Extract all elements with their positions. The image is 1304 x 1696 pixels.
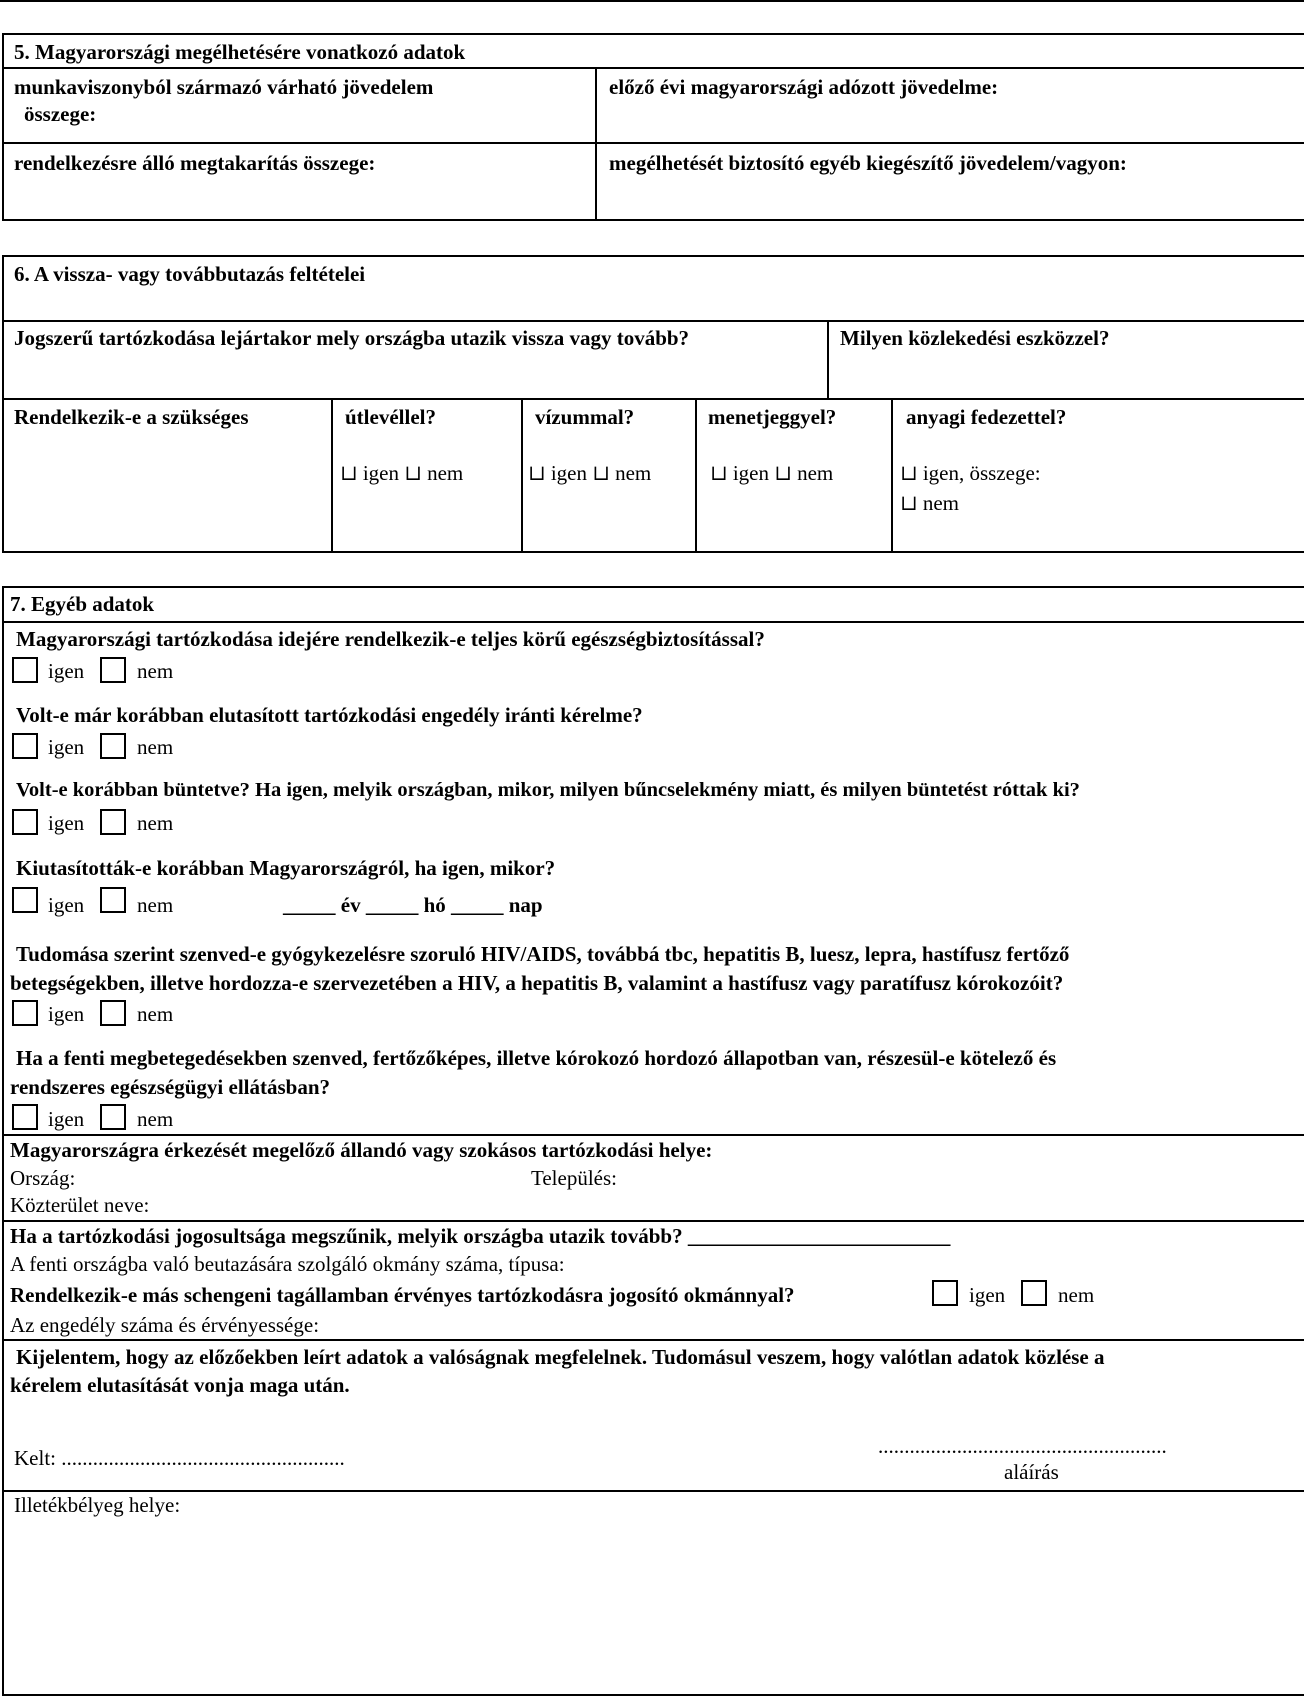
divider: [521, 398, 523, 551]
divider: [2, 320, 1304, 322]
yes-label: igen: [48, 1002, 85, 1026]
signature-label: aláírás: [1004, 1460, 1059, 1484]
ticket-options[interactable]: ⊔ igen ⊔ nem: [710, 461, 834, 485]
checkbox-yes[interactable]: [12, 1000, 38, 1026]
checkbox-yes[interactable]: [12, 657, 38, 683]
no-label: nem: [137, 811, 174, 835]
settlement-label: Település:: [531, 1166, 617, 1190]
dated-field[interactable]: Kelt: ......................................................: [14, 1446, 345, 1470]
travel-document-label: A fenti országba való beutazására szolgáló okmány száma, típusa:: [10, 1252, 565, 1276]
yes-label: igen: [969, 1283, 1006, 1307]
checkbox-no[interactable]: [100, 733, 126, 759]
funds-yes-option[interactable]: ⊔ igen, összege:: [900, 461, 1041, 485]
passport-label: útlevéllel?: [345, 405, 436, 429]
checkbox-no[interactable]: [100, 657, 126, 683]
transport-question: Milyen közlekedési eszközzel?: [840, 326, 1110, 350]
prev-year-income-label: előző évi magyarországi adózott jövedelme:: [609, 75, 999, 99]
funds-no-option[interactable]: ⊔ nem: [900, 491, 960, 515]
required-docs-label: Rendelkezik-e a szükséges: [14, 405, 249, 429]
divider: [827, 320, 829, 398]
health-insurance-question: Magyarországi tartózkodása idejére rendelkezik-e teljes körű egészségbiztosítással?: [16, 627, 765, 651]
funds-label: anyagi fedezettel?: [906, 405, 1067, 429]
stamp-place-label: Illetékbélyeg helye:: [14, 1493, 181, 1517]
return-country-question: Jogszerű tartózkodása lejártakor mely országba utazik vissza vagy tovább?: [14, 326, 690, 350]
rejected-permit-question: Volt-e már korábban elutasított tartózkodási engedély iránti kérelme?: [16, 703, 643, 727]
declaration-line2: kérelem elutasítását vonja maga után.: [10, 1373, 350, 1397]
divider: [2, 67, 1304, 69]
checkbox-no[interactable]: [100, 809, 126, 835]
passport-options[interactable]: ⊔ igen ⊔ nem: [340, 461, 464, 485]
checkbox-no[interactable]: [100, 887, 126, 913]
yes-label: igen: [48, 659, 85, 683]
yes-label: igen: [48, 811, 85, 835]
expulsion-date-field[interactable]: _____ év _____ hó _____ nap: [283, 893, 543, 917]
yes-label: igen: [48, 735, 85, 759]
checkbox-yes[interactable]: [12, 733, 38, 759]
permit-number-label: Az engedély száma és érvényessége:: [10, 1313, 320, 1337]
income-label-2: összege:: [24, 102, 97, 126]
section-6-title: 6. A vissza- vagy továbbutazás feltételei: [14, 262, 366, 286]
treatment-question-line2: rendszeres egészségügyi ellátásban?: [10, 1075, 331, 1099]
visa-label: vízummal?: [535, 405, 635, 429]
divider: [2, 142, 1304, 144]
divider: [2, 1220, 1304, 1222]
divider: [891, 398, 893, 551]
signature-line[interactable]: .......................................................: [878, 1434, 1167, 1458]
no-label: nem: [137, 735, 174, 759]
treatment-question-line1: Ha a fenti megbetegedésekben szenved, fertőzőképes, illetve kórokozó hordozó állapotban van, részesül-e kötelező és: [16, 1046, 1057, 1070]
savings-label: rendelkezésre álló megtakarítás összege:: [14, 151, 376, 175]
divider: [695, 398, 697, 551]
prev-residence-label: Magyarországra érkezését megelőző állandó vagy szokásos tartózkodási helye:: [10, 1138, 713, 1162]
checkbox-yes[interactable]: [12, 887, 38, 913]
divider: [2, 1490, 1304, 1492]
checkbox-no[interactable]: [100, 1000, 126, 1026]
criminal-record-question: Volt-e korábban büntetve? Ha igen, melyik országban, mikor, milyen bűncselekmény miatt, és milyen büntetést róttak ki?: [16, 779, 1080, 801]
no-label: nem: [137, 893, 174, 917]
yes-label: igen: [48, 893, 85, 917]
declaration-line1: Kijelentem, hogy az előzőekben leírt adatok a valóságnak megfelelnek. Tudomásul veszem, hogy valótlan adatok közlése a: [16, 1345, 1105, 1369]
checkbox-yes[interactable]: [932, 1280, 958, 1306]
divider: [2, 398, 1304, 400]
expulsion-question: Kiutasították-e korábban Magyarországról, ha igen, mikor?: [16, 856, 556, 880]
visa-options[interactable]: ⊔ igen ⊔ nem: [528, 461, 652, 485]
disease-question-line1: Tudomása szerint szenved-e gyógykezelésre szoruló HIV/AIDS, továbbá tbc, hepatitis B, luesz, lepra, hastífusz fertőző: [16, 942, 1070, 966]
checkbox-yes[interactable]: [12, 809, 38, 835]
no-label: nem: [1058, 1283, 1095, 1307]
disease-question-line2: betegségekben, illetve hordozza-e szervezetében a HIV, a hepatitis B, valamint a hastífusz vagy paratífusz kórokozóit?: [10, 971, 1064, 995]
checkbox-yes[interactable]: [12, 1104, 38, 1130]
no-label: nem: [137, 1002, 174, 1026]
schengen-question: Rendelkezik-e más schengeni tagállamban érvényes tartózkodásra jogosító okmánnyal?: [10, 1283, 795, 1307]
income-label: munkaviszonyból származó várható jövedelem: [14, 75, 434, 99]
divider: [2, 1134, 1304, 1136]
divider: [331, 398, 333, 551]
divider: [2, 1339, 1304, 1341]
onward-country-question: Ha a tartózkodási jogosultsága megszűnik, melyik országba utazik tovább? _________________________: [10, 1224, 951, 1248]
no-label: nem: [137, 1107, 174, 1131]
other-income-label: megélhetését biztosító egyéb kiegészítő jövedelem/vagyon:: [609, 151, 1127, 175]
section-7-title: 7. Egyéb adatok: [10, 592, 155, 616]
section-6-box: [2, 255, 1304, 553]
checkbox-no[interactable]: [1021, 1280, 1047, 1306]
divider: [2, 621, 1304, 623]
ticket-label: menetjeggyel?: [708, 405, 837, 429]
street-label: Közterület neve:: [10, 1193, 150, 1217]
section-5-title: 5. Magyarországi megélhetésére vonatkozó adatok: [14, 40, 466, 64]
yes-label: igen: [48, 1107, 85, 1131]
country-label: Ország:: [10, 1166, 76, 1190]
top-rule: [0, 0, 1304, 2]
no-label: nem: [137, 659, 174, 683]
checkbox-no[interactable]: [100, 1104, 126, 1130]
